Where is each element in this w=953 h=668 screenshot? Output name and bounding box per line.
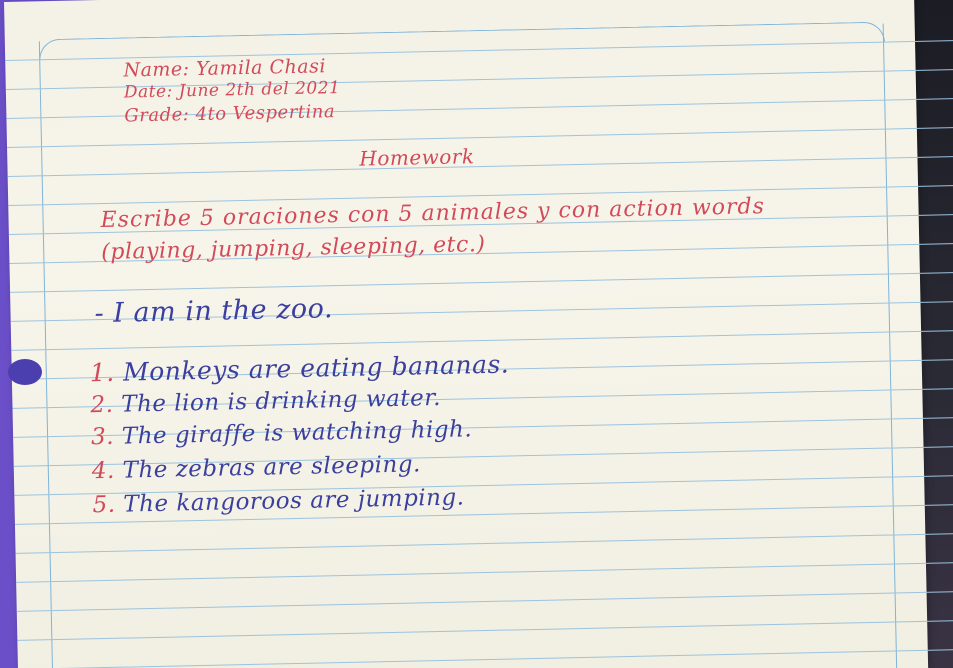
left-margin-line [39,41,54,668]
ruled-line [17,619,953,641]
ruled-line [16,532,953,554]
ruled-line [10,271,953,293]
intro-sentence: - I am in the zoo. [94,293,334,330]
grade-line: Grade: 4to Vespertina [124,101,336,127]
sentence-text: The giraffe is watching high. [121,416,473,450]
instruction-line-2: (playing, jumping, sleeping, etc.) [101,231,486,266]
list-item [89,350,509,388]
ruled-line [16,561,953,583]
list-item [92,484,464,518]
sentence-text: The lion is drinking water. [120,384,442,418]
sentence-text: The kangoroos are jumping. [123,484,465,518]
ruled-line [11,329,953,351]
page-title: Homework [359,144,475,171]
sentence-number: 5. [92,491,116,519]
list-item [91,416,473,450]
instruction-line-1: Escribe 5 oraciones con 5 animales y con action words [100,194,766,234]
ruled-line [18,648,953,668]
date-line: Date: June 2th del 2021 [123,77,341,103]
sentence-text: Monkeys are eating bananas. [122,349,510,387]
binder-hole [8,359,42,385]
list-item [90,385,441,418]
notebook-page [4,0,928,668]
sentence-text: The zebras are sleeping. [122,451,422,484]
name-line: Name: Yamila Chasi [123,55,327,82]
sentence-number: 4. [91,457,116,485]
ruled-line [7,126,953,148]
right-margin-line [883,24,898,668]
page-top-border [39,22,885,61]
ruled-line [8,155,953,177]
sentence-number: 2. [90,391,114,419]
sentence-number: 1. [89,357,115,388]
ruled-line [17,590,953,612]
sentence-number: 3. [90,423,115,451]
list-item [92,451,422,484]
